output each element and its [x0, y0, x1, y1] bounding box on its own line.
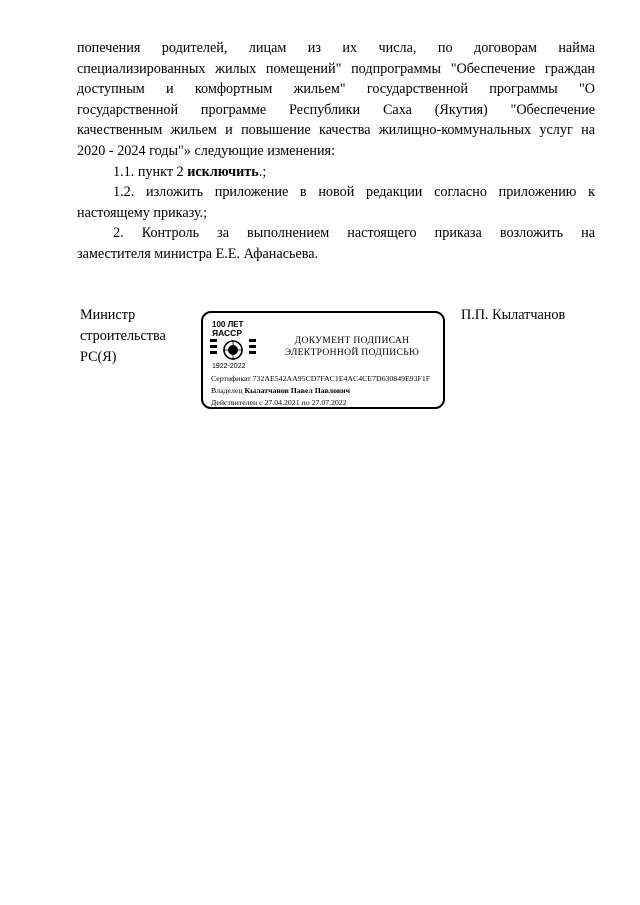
certificate-value: 732AE542AA95CD7FAC1E4AC4CE7D630849E93F1F — [252, 374, 431, 383]
owner-row — [211, 385, 430, 397]
emblem-top-text: 100 ЛЕТ — [212, 320, 244, 329]
signer-name: П.П. Кылатчанов — [461, 307, 566, 323]
item-1-1-bold: исключить — [187, 163, 259, 180]
item-1-2-line-1: 1.2. изложить приложение в новой редакции согласно приложению к — [113, 184, 595, 201]
item-1-1 — [77, 162, 595, 183]
body-line: 2020 - 2024 годы"» следующие изменения: — [77, 142, 336, 159]
owner-label: Владелец — [211, 386, 243, 395]
stamp-details — [211, 373, 430, 409]
signer-position-line: Министр — [80, 307, 136, 323]
emblem-years-text: 1922-2022 — [212, 363, 246, 369]
body-line: специализированных жилых помещений" подпрограммы "Обеспечение граждан — [77, 60, 595, 77]
body-line: государственной программе Республики Саха (Якутия) "Обеспечение — [77, 101, 595, 118]
item-1-1-suffix: .; — [258, 163, 267, 180]
certificate-row — [211, 373, 430, 385]
signer-position-line: РС(Я) — [80, 349, 117, 365]
item-1-1-prefix: 1.1. пункт 2 — [113, 163, 188, 180]
body-line: качественным жильем и повышение качества жилищно-коммунальных услуг на — [77, 122, 595, 139]
stamp-title-line: ДОКУМЕНТ ПОДПИСАН — [294, 335, 410, 346]
signer-position-line: строительства — [80, 328, 166, 344]
item-1-2-line-2: настоящему приказу.; — [77, 204, 208, 221]
anniversary-emblem-icon — [209, 319, 259, 369]
document-body — [77, 38, 595, 265]
stamp-title-line: ЭЛЕКТРОННОЙ ПОДПИСЬЮ — [284, 346, 420, 358]
stamp-title — [259, 335, 445, 358]
certificate-label: Сертификат — [211, 374, 251, 383]
signer-position — [80, 305, 190, 368]
emblem-mid-text: ЯАССР — [212, 328, 242, 338]
owner-value: Кылатчанов Павел Павлович — [244, 386, 350, 395]
body-line: доступным и комфортным жильем" государственной программы "О — [77, 81, 595, 98]
body-line: попечения родителей, лицам из их числа, по договорам найма — [77, 40, 595, 56]
item-2-line-1: 2. Контроль за выполнением настоящего приказа возложить на — [113, 225, 595, 242]
validity-row: Действителен с 27.04.2021 по 27.07.2022 — [211, 398, 347, 407]
item-2-line-2: заместителя министра Е.Е. Афанасьева. — [77, 245, 319, 262]
electronic-signature-stamp — [201, 311, 445, 409]
